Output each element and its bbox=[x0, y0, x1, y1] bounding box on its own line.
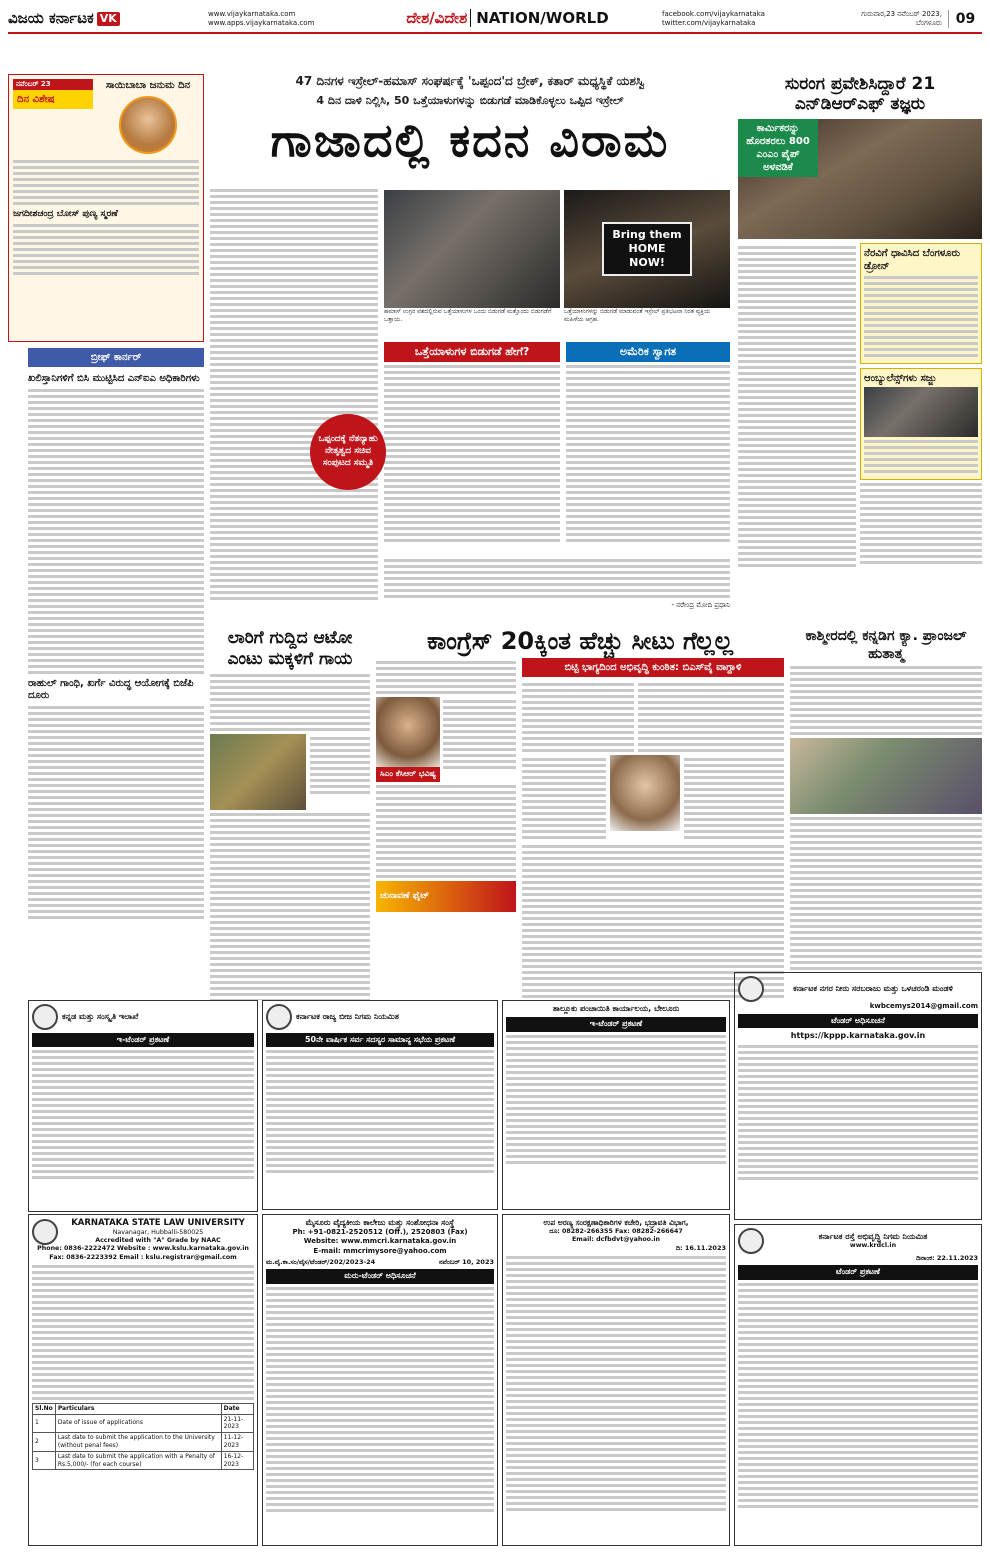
table-cell: 11-12-2023 bbox=[221, 1433, 253, 1452]
body-text bbox=[384, 365, 560, 542]
photo-caption-1: ಹಮಾಸ್ ಉಗ್ರರ ವಶದಲ್ಲಿರುವ ಒತ್ತೆಯಾಳುಗಳ ಒಂದು ಬಿಡುಗಡೆ ಮತ್ತೊಂದು ಬಿಡುಗಡೆಗೆ ಒತ್ತಾಯ. bbox=[384, 308, 552, 323]
quote-circle-wrap bbox=[310, 414, 386, 490]
congress-story bbox=[376, 628, 784, 1000]
ad-body bbox=[506, 1035, 726, 1164]
city-text: ಬೆಂಗಳೂರು bbox=[915, 19, 942, 27]
university-logo-icon bbox=[32, 1219, 58, 1245]
bsy-photo bbox=[610, 755, 680, 831]
ad-body bbox=[32, 1050, 254, 1179]
body-text bbox=[864, 276, 978, 357]
ambulance-heading: ಆಂಬ್ಯುಲೆನ್ಸ್‌ಗಳು ಸಜ್ಜು bbox=[864, 372, 937, 384]
table-cell: Last date to submit the application with a Penalty of Rs.5,000/- (for each course) bbox=[55, 1451, 221, 1470]
auto-story bbox=[210, 628, 370, 1000]
us-welcome-heading: ಅಮೆರಿಕ ಸ್ವಾಗತ bbox=[566, 342, 730, 362]
ad-seed-corp bbox=[262, 1000, 498, 1210]
ad4-title: ಕರ್ನಾಟಕ ನಗರ ನೀರು ಸರಬರಾಜು ಮತ್ತು ಒಳಚರಂಡಿ ಮಂಡಳಿ bbox=[793, 983, 953, 993]
protest-sign: Bring them HOME NOW! bbox=[602, 222, 692, 277]
masthead bbox=[8, 6, 982, 34]
lead-bottom-text bbox=[384, 556, 730, 622]
ad8-date: ದಿನಾಂಕ: 22.11.2023 bbox=[916, 1254, 978, 1262]
tunnel-story bbox=[738, 74, 982, 620]
seed-logo-icon bbox=[266, 1004, 292, 1030]
ad8-title: ಕರ್ನಾಟಕ ರಸ್ತೆ ಅಭಿವೃದ್ಧಿ ನಿಗಮ ನಿಯಮಿತ bbox=[818, 1231, 928, 1241]
krdcl-logo-icon bbox=[738, 1228, 764, 1254]
kashmir-story bbox=[790, 628, 982, 1000]
body-text bbox=[522, 755, 606, 842]
lead-photo-2 bbox=[564, 190, 730, 330]
ad1-bar: ಇ-ಟೆಂಡರ್ ಪ್ರಕಟಣೆ bbox=[32, 1033, 254, 1047]
ad-forest-dept bbox=[502, 1214, 730, 1546]
auto-headline: ಲಾರಿಗೆ ಗುದ್ದಿದ ಆಟೋ ಎಂಟು ಮಕ್ಕಳಿಗೆ ಗಾಯ bbox=[227, 628, 353, 670]
drone-box bbox=[860, 243, 982, 364]
body-text bbox=[384, 559, 730, 598]
tunnel-tag: ಕಾರ್ಮಿಕರನ್ನು ಹೊರತರಲು 800 ಎಂಎಂ ಪೈಪ್ ಅಳವಡಿಕೆ bbox=[738, 119, 818, 177]
ad6-title: ಮೈಸೂರು ವೈದ್ಯಕೀಯ ಕಾಲೇಜು ಮತ್ತು ಸಂಶೋಧನಾ ಸಂಸ್ಥೆ bbox=[305, 1218, 455, 1227]
ad5-fax: Fax: 0836-2223392 Email : kslu.registrar@gmail.com bbox=[49, 1253, 237, 1261]
body-text bbox=[13, 160, 199, 205]
ad-kannada-culture bbox=[28, 1000, 258, 1212]
table-cell: 16-12-2023 bbox=[221, 1451, 253, 1470]
body-text bbox=[376, 785, 516, 878]
body-text bbox=[310, 734, 370, 810]
table-row bbox=[33, 1414, 254, 1433]
body-text bbox=[210, 813, 370, 1001]
body-text bbox=[28, 389, 204, 674]
brief-heading: ಬ್ರೀಫ್ ಕಾರ್ನರ್ bbox=[28, 348, 204, 367]
table-cell: 1 bbox=[33, 1414, 56, 1433]
brief-story-2-head: ರಾಹುಲ್ ಗಾಂಧಿ, ಖರ್ಗೆ ವಿರುದ್ಧ ಆಯೋಗಕ್ಕೆ ಬಿಜೆಪಿ ದೂರು bbox=[28, 677, 194, 701]
logo bbox=[8, 9, 208, 29]
web-link-2[interactable]: www.apps.vijaykarnataka.com bbox=[208, 19, 315, 27]
lead-photo-1 bbox=[384, 190, 560, 330]
ad6-ref: ಮ.ವೈ.ಕಾ.ಸಂ/ವೈಸ/ಟೆಂಡರ್/202/2023-24 bbox=[266, 1257, 376, 1266]
ad2-title: ಕರ್ನಾಟಕ ರಾಜ್ಯ ಬೀಜ ನಿಗಮ ನಿಯಮಿತ bbox=[296, 1011, 399, 1021]
ad-water-board bbox=[734, 972, 982, 1220]
dateline bbox=[812, 10, 942, 29]
ad-road-corp bbox=[734, 1224, 982, 1546]
ad7-title: ಉಪ ಅರಣ್ಯ ಸಂರಕ್ಷಣಾಧಿಕಾರಿಗಳ ಕಚೇರಿ, ಭದ್ರಾವತಿ ವಿಭಾಗ, bbox=[543, 1218, 689, 1227]
facebook-link[interactable]: facebook.com/vijaykarnataka bbox=[662, 9, 765, 18]
brief-corner bbox=[28, 348, 204, 1000]
lead-header bbox=[210, 74, 730, 184]
ad5-phone: Phone: 0836-2222472 Website : www.kslu.karnataka.gov.in bbox=[37, 1245, 249, 1253]
logo-text: ವಿಜಯ ಕರ್ನಾಟಕ bbox=[8, 9, 94, 28]
tunnel-photo bbox=[738, 119, 982, 239]
table-header: Date bbox=[221, 1403, 253, 1414]
table-header: Particulars bbox=[55, 1403, 221, 1414]
drone-heading: ನೆರವಿಗೆ ಧಾವಿಸಿದ ಬೆಂಗಳೂರು ಡ್ರೋನ್ bbox=[864, 247, 961, 272]
body-text bbox=[738, 243, 856, 570]
date-text: ಗುರುವಾರ,23 ನವೆಂಬರ್ 2023, bbox=[861, 9, 942, 18]
quote-circle: ಒಪ್ಪಂದಕ್ಕೆ ನೆತನ್ಯಾಹು ನೇತೃತ್ವದ ಸಚಿವ ಸಂಪುಟದ ಸಮ್ಮತಿ bbox=[310, 414, 386, 490]
table-cell: Date of issue of applications bbox=[55, 1414, 221, 1433]
table-cell: 3 bbox=[33, 1451, 56, 1470]
lead-headline: ಗಾಜಾದಲ್ಲಿ ಕದನ ವಿರಾಮ bbox=[270, 112, 670, 167]
lead-deck: 4 ದಿನ ದಾಳಿ ನಿಲ್ಲಿಸಿ, 50 ಒತ್ತೆಯಾಳುಗಳನ್ನು ಬಿಡುಗಡೆ ಮಾಡಿಕೊಳ್ಳಲು ಒಪ್ಪಿದ ಇಸ್ರೇಲ್ bbox=[316, 93, 624, 107]
section-title-kn: ದೇಶ/ವಿದೇಶ bbox=[406, 9, 468, 28]
kcr-photo bbox=[376, 697, 440, 767]
ad-law-university bbox=[28, 1214, 258, 1546]
protest-photo bbox=[564, 190, 730, 308]
hostage-release-heading: ಒತ್ತೆಯಾಳುಗಳ ಬಿಡುಗಡೆ ಹೇಗೆ? bbox=[384, 342, 560, 362]
page-number: 09 bbox=[948, 10, 982, 28]
ad8-bar: ಟೆಂಡರ್ ಪ್ರಕಟಣೆ bbox=[738, 1265, 978, 1279]
kashmir-headline: ಕಾಶ್ಮೀರದಲ್ಲಿ ಕನ್ನಡಿಗ ಕ್ಯಾ. ಪ್ರಾಂಜಲ್ ಹುತಾತ್ಮ bbox=[805, 628, 967, 662]
ad-body bbox=[738, 1045, 978, 1180]
ad8-site[interactable]: www.krdcl.in bbox=[849, 1242, 897, 1250]
ad-body bbox=[266, 1287, 494, 1512]
tunnel-headline: ಸುರಂಗ ಪ್ರವೇಶಿಸಿದ್ದಾರೆ 21 ಎನ್‌ಡಿಆರ್‌ಎಫ್ ತಜ್ಞರು bbox=[784, 74, 936, 115]
ad-belur-panchayat bbox=[502, 1000, 730, 1210]
ad7-date: ದಿ: 16.11.2023 bbox=[675, 1244, 726, 1253]
ad-body bbox=[506, 1256, 726, 1511]
body-text bbox=[790, 817, 982, 970]
body-text bbox=[566, 365, 730, 542]
water-board-logo-icon bbox=[738, 976, 764, 1002]
section-title bbox=[353, 9, 662, 29]
social-links bbox=[662, 10, 812, 29]
ad6-mail[interactable]: E-mail: mmcrimysore@yahoo.com bbox=[313, 1246, 447, 1255]
body-text bbox=[684, 755, 784, 842]
ad6-web[interactable]: Website: www.mmcri.karnataka.gov.in bbox=[303, 1237, 457, 1246]
today-title: ದಿನ ವಿಶೇಷ bbox=[13, 90, 93, 109]
congress-headline: ಕಾಂಗ್ರೆಸ್ 20ಕ್ಕಿಂತ ಹೆಚ್ಚು ಸೀಟು ಗೆಲ್ಲಲ್ಲ bbox=[426, 628, 733, 655]
table-header: Sl.No bbox=[33, 1403, 56, 1414]
today-heading: ಸಾಯಿಬಾಬಾ ಜನುಮ ದಿನ bbox=[105, 80, 191, 91]
twitter-link[interactable]: twitter.com/vijaykarnataka bbox=[662, 19, 756, 27]
ad-body bbox=[32, 1265, 254, 1400]
logo-badge: VK bbox=[97, 12, 120, 26]
body-text bbox=[790, 666, 982, 735]
quote-signoff: - ನರೇಂದ್ರ ಮೋದಿ ಪ್ರಧಾನಿ bbox=[671, 601, 730, 609]
election-banner: ಚುನಾವಣೆ ಫೈಟ್ bbox=[376, 881, 516, 913]
body-text bbox=[28, 706, 204, 919]
ad6-bar: ಮರು-ಟೆಂಡರ್ ಅಧಿಸೂಚನೆ bbox=[266, 1269, 494, 1283]
table-row bbox=[33, 1433, 254, 1452]
web-link-1[interactable]: www.vijaykarnataka.com bbox=[208, 9, 296, 18]
body-text bbox=[864, 440, 978, 473]
today-special bbox=[8, 74, 204, 342]
body-text bbox=[522, 680, 634, 755]
table-row bbox=[33, 1451, 254, 1470]
ad6-ph: Ph: +91-0821-2520512 (Off.), 2520803 (Fax) bbox=[292, 1228, 468, 1237]
web-links bbox=[208, 10, 353, 29]
kcr-tag: ಸಿಎಂ ಕೆಸಿಆರ್ ಭವಿಷ್ಯ bbox=[376, 767, 440, 781]
body-text bbox=[376, 661, 516, 694]
date-tag: ನವೆಂಬರ್ 23 bbox=[13, 79, 93, 90]
family-photo bbox=[790, 738, 982, 814]
body-text bbox=[210, 189, 378, 600]
body-text bbox=[443, 697, 516, 781]
ad4-email: kwbcemys2014@gmail.com bbox=[869, 1002, 978, 1010]
ad2-bar: 50ನೇ ವಾರ್ಷಿಕ ಸರ್ವ ಸದಸ್ಯರ ಸಾಮಾನ್ಯ ಸಭೆಯ ಪ್ರಕಟಣೆ bbox=[266, 1033, 494, 1047]
us-welcome-box bbox=[566, 342, 730, 552]
bsy-strip: ಬಿಟ್ಟಿ ಭಾಗ್ಯದಿಂದ ಅಭಿವೃದ್ಧಿ ಕುಂಠಿತ: ಬಿಎಸ್‌ವೈ ವಾಗ್ದಾಳಿ bbox=[522, 658, 784, 677]
body-text bbox=[13, 224, 199, 275]
ad5-title: KARNATAKA STATE LAW UNIVERSITY bbox=[71, 1218, 245, 1228]
brief-story-1-head: ಖಲಿಸ್ತಾನಿಗಳಿಗೆ ಬಿಸಿ ಮುಟ್ಟಿಸಿದ ಎನ್‌ಐಎ ಅಧಿಕಾರಿಗಳು bbox=[28, 373, 200, 384]
body-text bbox=[210, 674, 370, 731]
ad-mysore-medical bbox=[262, 1214, 498, 1546]
ad-body bbox=[738, 1283, 978, 1508]
ad5-grade: Accredited with "A" Grade by NAAC bbox=[95, 1237, 221, 1245]
table-cell: 21-11-2023 bbox=[221, 1414, 253, 1433]
jagadish-heading: ಜಗದೀಶಚಂದ್ರ ಬೋಸ್ ಪುಣ್ಯ ಸ್ಮರಣೆ bbox=[13, 209, 118, 219]
accident-photo bbox=[210, 734, 306, 810]
soldiers-photo bbox=[384, 190, 560, 308]
hostage-release-box bbox=[384, 342, 560, 552]
ad-body bbox=[266, 1050, 494, 1173]
ad3-title: ತಾಲ್ಲೂಕು ಪಂಚಾಯಿತಿ ಕಾರ್ಯಾಲಯ, ಬೇಲೂರು bbox=[552, 1004, 680, 1013]
emblem-icon bbox=[32, 1004, 58, 1030]
ad4-bar: ಟೆಂಡರ್ ಅಧಿಸೂಚನೆ bbox=[738, 1014, 978, 1028]
body-text bbox=[860, 483, 982, 564]
table-cell: 2 bbox=[33, 1433, 56, 1452]
body-text bbox=[638, 680, 784, 755]
dates-table bbox=[32, 1403, 254, 1471]
photo-caption-2: ಒತ್ತೆಯಾಳುಗಳನ್ನು ಬಿಡುಗಡೆ ಮಾಡುವಂತೆ ಇಸ್ರೇಲ್ ಪ್ರತಿಭಟನಾ ನಿರತ ವ್ಯಕ್ತಿಯ ಮಹಿಳೆಯ ಆಗ್ರಹ. bbox=[564, 308, 711, 323]
ad6-date: ನವೆಂಬರ್ 10, 2023 bbox=[438, 1257, 494, 1266]
lead-body-col1 bbox=[210, 186, 378, 626]
ambulance-photo bbox=[864, 387, 978, 437]
ad7-phone: ದೂ: 08282-266355 Fax: 08282-266647 bbox=[549, 1227, 683, 1235]
today-box bbox=[8, 74, 204, 342]
ad1-title: ಕನ್ನಡ ಮತ್ತು ಸಂಸ್ಕೃತಿ ಇಲಾಖೆ bbox=[62, 1011, 139, 1021]
ad4-site[interactable]: https://kppp.karnataka.gov.in bbox=[790, 1031, 926, 1041]
section-title-en: NATION/WORLD bbox=[470, 9, 608, 27]
ad7-mail: Email: dcfbdvt@yahoo.in bbox=[571, 1235, 661, 1243]
table-cell: Last date to submit the application to the University (without penal fees) bbox=[55, 1433, 221, 1452]
ad5-sub: Navanagar, Hubballi-580025 bbox=[112, 1229, 204, 1237]
lead-kicker: 47 ದಿನಗಳ ಇಸ್ರೇಲ್-ಹಮಾಸ್ ಸಂಘರ್ಷಕ್ಕೆ 'ಒಪ್ಪಂದ'ದ ಬ್ರೇಕ್, ಕತಾರ್ ಮಧ್ಯಸ್ಥಿಕೆ ಯಶಸ್ವಿ bbox=[295, 74, 645, 88]
ad3-bar: ಇ-ಟೆಂಡರ್ ಪ್ರಕಟಣೆ bbox=[506, 1017, 726, 1031]
ambulance-box bbox=[860, 368, 982, 480]
portrait-photo bbox=[119, 96, 177, 154]
